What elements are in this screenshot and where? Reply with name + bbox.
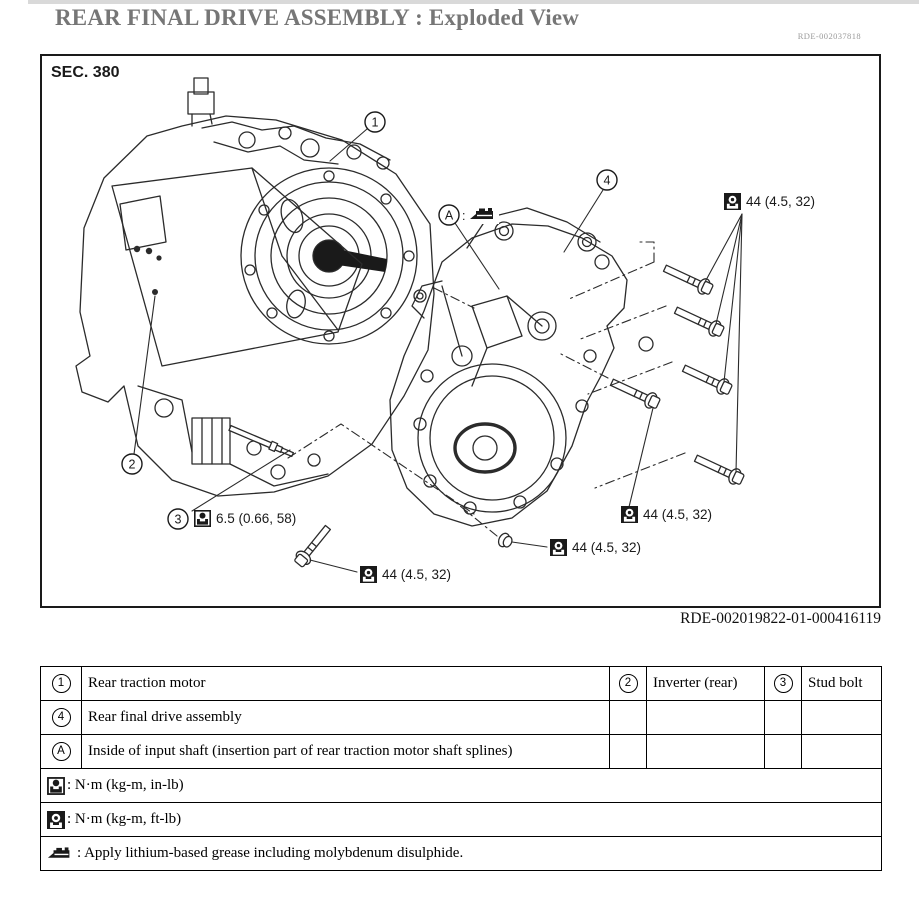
rear-traction-motor-drawing <box>76 78 434 496</box>
callout-badge: 4 <box>52 708 71 727</box>
table-row <box>41 735 882 769</box>
callout-badge: 2 <box>619 674 638 693</box>
svg-text:3: 3 <box>174 512 182 527</box>
doc-reference-code: RDE-002037818 <box>797 31 861 41</box>
torque-value-bolt-mid: 44 (4.5, 32) <box>643 507 713 522</box>
legend-row-grease <box>41 837 882 871</box>
empty-cell <box>647 735 765 769</box>
empty-cell <box>610 735 647 769</box>
callout-badge: 3 <box>774 674 793 693</box>
legend-row-in-lb <box>41 769 882 803</box>
callout-cell <box>41 667 82 701</box>
torque-value-stud: 6.5 (0.66, 58) <box>216 511 297 526</box>
page-title: REAR FINAL DRIVE ASSEMBLY : Exploded View <box>55 5 580 30</box>
torque-ft-lb-icon <box>47 811 65 829</box>
washer-drawing <box>497 532 515 550</box>
exploded-view-drawing <box>42 56 879 606</box>
part-name-cell: Inside of input shaft (insertion part of rear traction motor shaft splines) <box>82 735 610 769</box>
callout-a <box>439 205 465 225</box>
callout-badge: A <box>52 742 71 761</box>
part-name-cell: Inverter (rear) <box>647 667 765 701</box>
leader-lines <box>134 129 742 572</box>
part-name-cell: Stud bolt <box>802 667 882 701</box>
torque-value-bolt-top: 44 (4.5, 32) <box>746 194 816 209</box>
callout-2 <box>122 454 142 474</box>
svg-text::: : <box>462 209 466 223</box>
torque-ft-lb-icon <box>550 539 567 556</box>
callout-4 <box>597 170 617 190</box>
torque-ft-lb-icon <box>724 193 741 210</box>
grease-icon <box>47 845 75 862</box>
torque-in-lb-icon <box>47 777 65 795</box>
empty-cell <box>647 701 765 735</box>
svg-text:2: 2 <box>128 457 136 472</box>
callout-1 <box>365 112 385 132</box>
legend-text: : N·m (kg-m, in-lb) <box>67 777 184 793</box>
grease-icon <box>469 207 499 224</box>
torque-ft-lb-icon <box>621 506 638 523</box>
top-divider <box>28 0 919 4</box>
callout-cell <box>765 667 802 701</box>
torque-in-lb-icon <box>195 511 210 526</box>
torque-value-bolt-bottom: 44 (4.5, 32) <box>382 567 452 582</box>
empty-cell <box>610 701 647 735</box>
torque-value-bolt-right: 44 (4.5, 32) <box>572 540 642 555</box>
empty-cell <box>802 735 882 769</box>
figure-reference-code: RDE-002019822-01-000416119 <box>680 610 881 627</box>
svg-text:A: A <box>444 208 454 223</box>
empty-cell <box>802 701 882 735</box>
legend-text: : Apply lithium-based grease including molybdenum disulphide. <box>77 845 464 861</box>
table-row <box>41 701 882 735</box>
section-label: SEC. 380 <box>51 64 120 81</box>
part-name-cell: Rear final drive assembly <box>82 701 610 735</box>
svg-text:4: 4 <box>603 173 611 188</box>
callout-cell <box>41 701 82 735</box>
legend-row-ft-lb <box>41 803 882 837</box>
callout-cell <box>41 735 82 769</box>
torque-ft-lb-icon <box>360 566 377 583</box>
empty-cell <box>765 701 802 735</box>
rear-final-drive-assembly-drawing <box>390 208 653 526</box>
empty-cell <box>765 735 802 769</box>
part-name-cell: Rear traction motor <box>82 667 610 701</box>
svg-text:1: 1 <box>371 115 379 130</box>
callout-3 <box>168 509 188 529</box>
callout-badge: 1 <box>52 674 71 693</box>
exploded-view-figure <box>40 54 881 608</box>
callout-cell <box>610 667 647 701</box>
table-row <box>41 667 882 701</box>
legend-text: : N·m (kg-m, ft-lb) <box>67 811 182 827</box>
parts-table <box>40 666 882 871</box>
